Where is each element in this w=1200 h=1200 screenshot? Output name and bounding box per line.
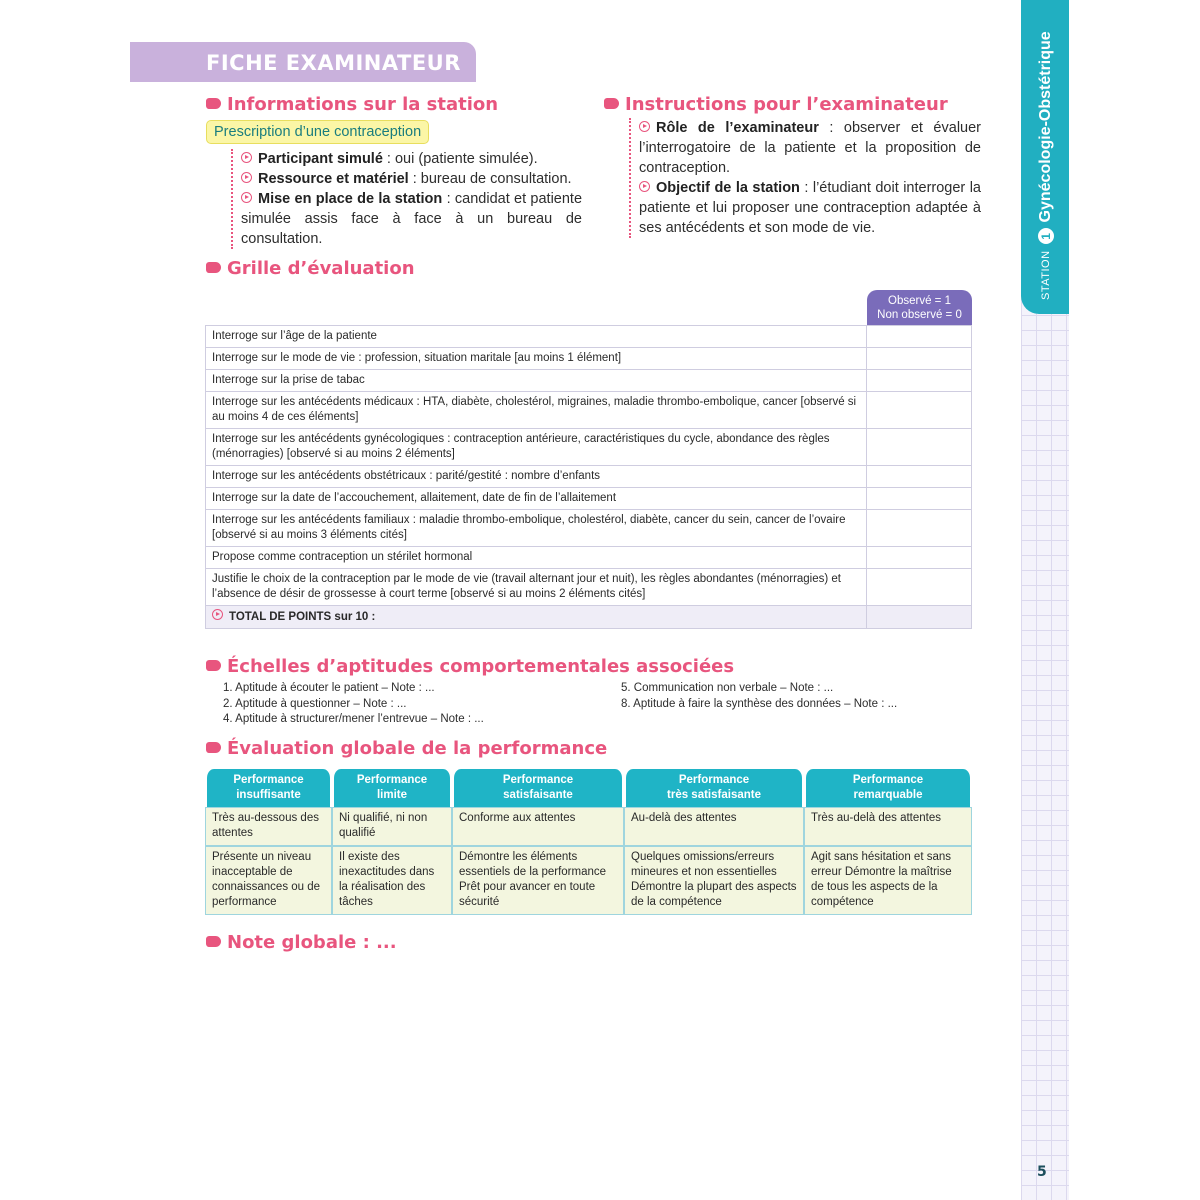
play-circle-icon: [212, 609, 223, 620]
station-number: 1: [1038, 228, 1054, 244]
aptitude-item: 4. Aptitude à structurer/mener l’entrevue – Note : ...: [223, 713, 484, 725]
performance-cell: Présente un niveau inacceptable de connaissances ou de performance: [205, 846, 332, 915]
header-line: Performance: [502, 774, 574, 786]
aptitude-item: 5. Communication non verbale – Note : ...: [621, 682, 834, 694]
aptitudes-right-list: [621, 681, 897, 712]
tag-bullet-icon: [206, 262, 221, 273]
criterion-cell: Propose comme contraception un stérilet hormonal: [206, 547, 867, 569]
performance-cell: Quelques omissions/erreurs mineures et non essentielles Démontre la plupart des aspects de la compétence: [624, 846, 804, 915]
aptitudes-left-list: [223, 681, 484, 728]
grille-heading: [206, 258, 415, 279]
station-label: STATION: [1040, 250, 1052, 300]
criterion-cell: Interroge sur le mode de vie : profession, situation maritale [au moins 1 élément]: [206, 348, 867, 370]
performance-cell: Très au-delà des attentes: [804, 807, 972, 846]
info-item-text: : bureau de consultation.: [408, 171, 572, 187]
table-row: [205, 846, 972, 915]
performance-header: [624, 769, 804, 807]
score-cell[interactable]: [867, 466, 972, 488]
performance-cell: Démontre les éléments essentiels de la performance Prêt pour avancer en toute sécurité: [452, 846, 624, 915]
info-item-label: Mise en place de la station: [258, 191, 443, 207]
header-line: limite: [376, 789, 408, 801]
tag-bullet-icon: [206, 660, 221, 671]
info-item-text: : candidat et patiente simulée assis face à face à un bureau de consultation.: [241, 191, 583, 247]
performance-header: [205, 769, 332, 807]
performance-table: [205, 769, 972, 915]
score-header-observed: Observé = 1: [888, 295, 951, 307]
note-heading-text: Note globale : ...: [227, 932, 397, 953]
header-line: Performance: [678, 774, 750, 786]
table-row: [206, 569, 972, 606]
play-circle-icon: [241, 152, 252, 163]
info-list: [231, 149, 582, 249]
instruction-item-label: Objectif de la station: [656, 180, 800, 196]
score-cell[interactable]: [867, 569, 972, 606]
performance-cell: Conforme aux attentes: [452, 807, 624, 846]
performance-header: [804, 769, 972, 807]
criterion-cell: Justifie le choix de la contraception par le mode de vie (travail alternant jour et nuit), les règles abondantes (ménorragies) et l’absence de désir de grossesse à court terme [observé si au moins 2 éléments cités]: [206, 569, 867, 606]
info-item-text: : oui (patiente simulée).: [382, 151, 538, 167]
score-cell[interactable]: [867, 488, 972, 510]
table-row: [206, 547, 972, 569]
instructions-heading: [604, 94, 948, 115]
criterion-cell: Interroge sur les antécédents gynécologiques : contraception antérieure, caractéristiques du cycle, abondance des règles (ménorragies) [observé si au moins 2 éléments]: [206, 429, 867, 466]
performance-cell: Il existe des inexactitudes dans la réalisation des tâches: [332, 846, 452, 915]
total-score-cell[interactable]: [867, 606, 972, 629]
header-line: remarquable: [853, 789, 923, 801]
criterion-cell: Interroge sur les antécédents familiaux : maladie thrombo-embolique, cholestérol, diabète, cancer du sein, cancer de l’ovaire [observé si au moins 3 éléments cités]: [206, 510, 867, 547]
aptitude-item: 1. Aptitude à écouter le patient – Note : ...: [223, 682, 435, 694]
table-row: [206, 348, 972, 370]
table-row: [206, 392, 972, 429]
tag-bullet-icon: [206, 98, 221, 109]
specialty-label: Gynécologie-Obstétrique: [1037, 31, 1054, 223]
score-header-not-observed: Non observé = 0: [877, 309, 962, 321]
play-circle-icon: [639, 181, 650, 192]
info-heading: [206, 94, 498, 115]
instruction-item-text: : observer et évaluer l’interrogatoire de la patiente et la proposition de contraception.: [639, 120, 981, 176]
instruction-item: [639, 118, 981, 178]
score-cell[interactable]: [867, 392, 972, 429]
instructions-list: [629, 118, 981, 238]
table-row: [206, 370, 972, 392]
tag-bullet-icon: [206, 742, 221, 753]
header-line: Performance: [233, 774, 304, 786]
header-line: Performance: [852, 774, 924, 786]
total-label-cell: [206, 606, 867, 629]
score-cell[interactable]: [867, 547, 972, 569]
echelles-heading-text: Échelles d’aptitudes comportementales associées: [227, 656, 735, 677]
info-item-label: Participant simulé: [258, 151, 383, 167]
grille-heading-text: Grille d’évaluation: [227, 258, 415, 279]
prescription-badge: Prescription d’une contraception: [206, 120, 429, 144]
score-cell[interactable]: [867, 429, 972, 466]
evaluation-heading-text: Évaluation globale de la performance: [227, 738, 608, 759]
table-row: [206, 326, 972, 348]
instruction-item-label: Rôle de l’examinateur: [656, 120, 819, 136]
header-line: très satisfaisante: [667, 789, 761, 801]
aptitude-item: 2. Aptitude à questionner – Note : ...: [223, 697, 407, 710]
header-line: satisfaisante: [503, 789, 573, 801]
performance-cell: Très au-dessous des attentes: [205, 807, 332, 846]
criterion-cell: Interroge sur les antécédents obstétricaux : parité/gestité : nombre d’enfants: [206, 466, 867, 488]
performance-cell: Agit sans hésitation et sans erreur Démontre la maîtrise de tous les aspects de la compétence: [804, 846, 972, 915]
info-item-label: Ressource et matériel: [258, 171, 409, 187]
criterion-cell: Interroge sur la prise de tabac: [206, 370, 867, 392]
header-line: insuffisante: [236, 789, 301, 801]
page-banner: [130, 42, 476, 82]
play-circle-icon: [241, 192, 252, 203]
note-heading: [206, 932, 397, 953]
info-item: [241, 149, 582, 169]
tag-bullet-icon: [206, 936, 221, 947]
performance-cell: Ni qualifié, ni non qualifié: [332, 807, 452, 846]
play-circle-icon: [639, 121, 650, 132]
performance-header: [452, 769, 624, 807]
total-row: [206, 606, 972, 629]
score-cell[interactable]: [867, 370, 972, 392]
play-circle-icon: [241, 172, 252, 183]
performance-header: [332, 769, 452, 807]
table-row: [206, 429, 972, 466]
evaluation-heading: [206, 738, 607, 759]
criterion-cell: Interroge sur la date de l’accouchement, allaitement, date de fin de l’allaitement: [206, 488, 867, 510]
table-row: [206, 510, 972, 547]
criterion-cell: Interroge sur l’âge de la patiente: [206, 326, 867, 348]
aptitude-item: 8. Aptitude à faire la synthèse des données – Note : ...: [621, 697, 898, 710]
performance-cell: Au-delà des attentes: [624, 807, 804, 846]
table-row: [206, 488, 972, 510]
info-item: [241, 189, 582, 249]
score-cell[interactable]: [867, 348, 972, 370]
instruction-item-text: : l’étudiant doit interroger la patiente et lui proposer une contraception adaptée à ses antécédents et son mode de vie.: [639, 180, 981, 236]
info-item: [241, 169, 582, 189]
station-tab: [1021, 0, 1069, 314]
header-line: Performance: [356, 774, 428, 786]
score-column-header: [867, 290, 972, 326]
criterion-cell: Interroge sur les antécédents médicaux : HTA, diabète, cholestérol, migraines, maladie thrombo-embolique, cancer [observé si au moins 4 de ces éléments]: [206, 392, 867, 429]
echelles-heading: [206, 656, 734, 677]
score-cell[interactable]: [867, 326, 972, 348]
table-row: [206, 466, 972, 488]
info-heading-text: Informations sur la station: [227, 94, 499, 115]
instructions-heading-text: Instructions pour l’examinateur: [625, 94, 948, 115]
tag-bullet-icon: [604, 98, 619, 109]
table-row: [205, 807, 972, 846]
score-cell[interactable]: [867, 510, 972, 547]
total-label: TOTAL DE POINTS sur 10 :: [229, 611, 376, 623]
page-number: 5: [1037, 1164, 1047, 1180]
instruction-item: [639, 178, 981, 238]
page-title: FICHE EXAMINATEUR: [206, 51, 461, 75]
evaluation-grid: [205, 325, 972, 629]
